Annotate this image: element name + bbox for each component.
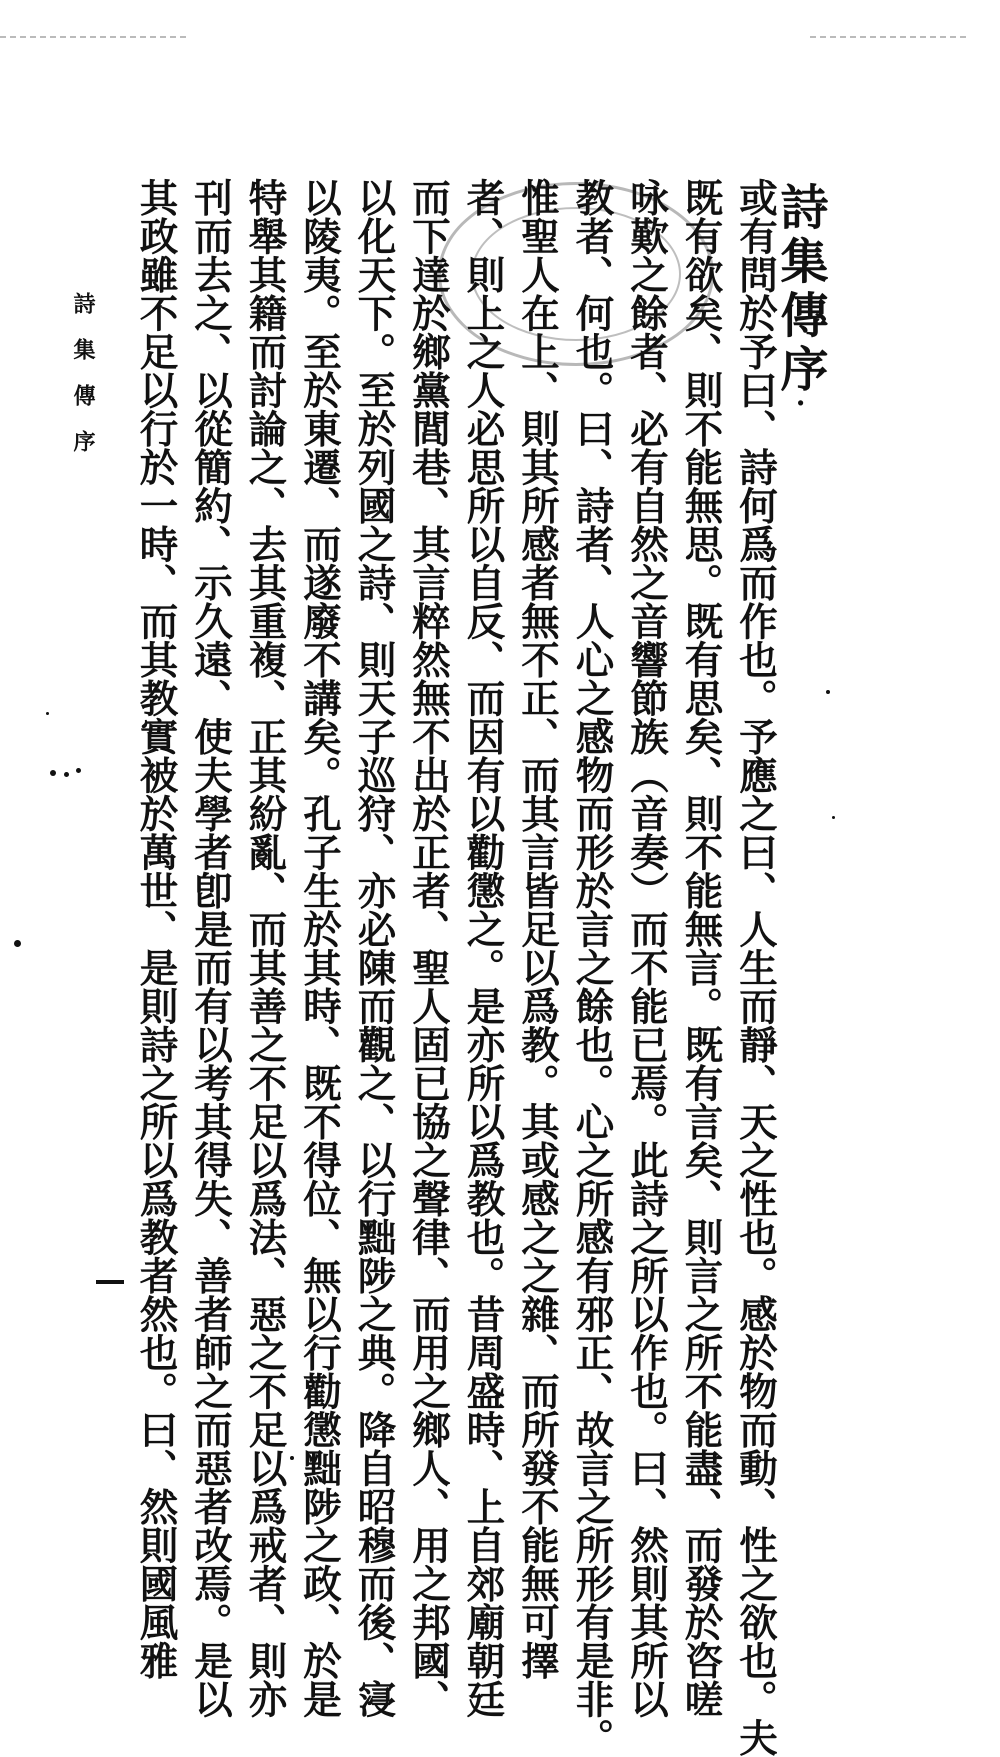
text-column: 既有欲矣、則不能無思。既有思矣、則不能無言。既有言矣、則言之所不能盡、而發於咨嗟 — [678, 178, 724, 1718]
text-column: 或有問於予曰、詩何爲而作也。予應之曰、人生而靜、天之性也。感於物而動、性之欲也。夫 — [733, 178, 778, 1757]
text-column: 以化天下。至於列國之詩、則天子巡狩、亦必陳而觀之、以行黜陟之典。降自昭穆而後、寖 — [351, 178, 397, 1718]
text-column: 刊而去之、以從簡約、示久遠、使夫學者卽是而有以考其得失、善者師之而惡者改焉。是以 — [188, 178, 233, 1718]
title-mark: · — [784, 398, 817, 414]
scan-speck — [46, 712, 49, 715]
scan-speck — [14, 940, 21, 947]
scan-artifact — [0, 36, 190, 38]
page-number — [96, 1280, 124, 1284]
text-column: 教者、何也。曰、詩者、人心之感物而形於言之餘也。心之所感有邪正、故言之所形有是非。 — [569, 178, 615, 1757]
scan-speck — [826, 690, 830, 694]
text-column: 特舉其籍而討論之、去其重複、正其紛亂、而其善之不足以爲法、惡之不足以爲戒者、則亦 — [242, 178, 288, 1718]
scan-speck — [50, 770, 56, 776]
scan-speck — [64, 772, 69, 777]
text-column: 惟聖人在上、則其所感者無不正、而其言皆足以爲教。其或感之之雜、而所發不能無可擇 — [515, 178, 560, 1680]
body-text — [128, 178, 850, 1757]
running-head: 詩集傳序 — [70, 292, 96, 476]
scan-speck — [76, 768, 81, 773]
scan-artifact — [810, 36, 970, 38]
text-column: 者、則上之人必思所以自反、而因有以勸懲之。是亦所以爲教也。昔周盛時、上自郊廟朝廷 — [460, 178, 506, 1718]
text-column: 而下達於鄉黨閭巷、其言粹然無不出於正者、聖人固已協之聲律、而用之鄉人、用之邦國、 — [406, 178, 451, 1718]
text-column: 咏歎之餘者、必有自然之音響節族（音奏）而不能已焉。此詩之所以作也。曰、然則其所以 — [624, 178, 669, 1718]
title-text: 詩集傳序 — [772, 182, 828, 398]
scan-speck — [290, 1456, 294, 1460]
text-column: 以陵夷。至於東遷、而遂廢不講矣。孔子生於其時、既不得位、無以行勸懲黜陟之政、於是 — [297, 178, 342, 1718]
text-column: 其政雖不足以行於一時、而其教實被於萬世、是則詩之所以爲教者然也。曰、然則國風雅 — [133, 178, 179, 1680]
scan-speck — [832, 816, 835, 819]
